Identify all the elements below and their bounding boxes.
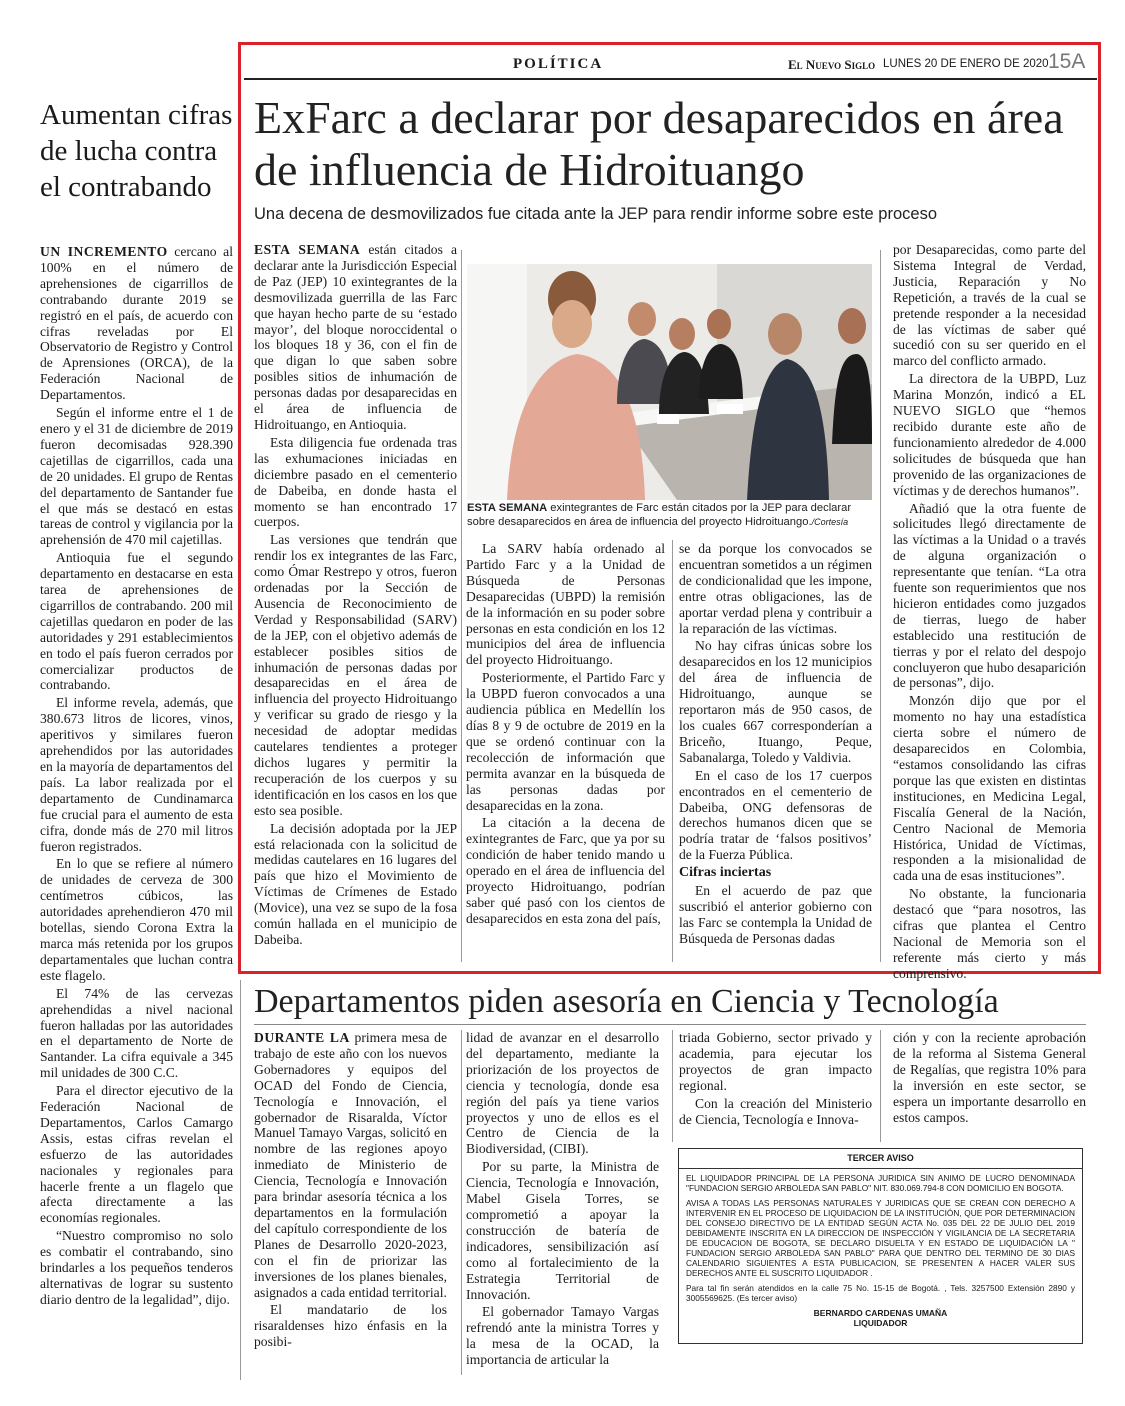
sidebar-paragraph: cercano al 100% en el número de aprehensiones de cigarrillos de contrabando durante 2019 se registró en el país, de acuerdo con cifras reveladas por El Observatorio de Registro y Control de Aprensiones (ORCA), de la Federación Nacional de Departamentos. [40,244,233,403]
notice-role: LIQUIDADOR [853,1318,908,1328]
sidebar-paragraph: Para el director ejecutivo de la Federación Nacional de Departamentos, Carlos Camargo Assis, estas cifras revelan el esfuerzo de las autoridades nacionales y regionales para hacerle frente a un flagelo que afecta directamente a las economías regionales. [40,1083,233,1226]
main-paragraph: Esta diligencia fue ordenada tras las exhumaciones iniciadas en diciembre pasado en el cementerio de Dabeiba, en donde hasta el momento se han encontrado 17 cuerpos. [254,434,457,530]
notice-title: TERCER AVISO [847,1153,914,1163]
main-paragraph: La SARV había ordenado al Partido Farc y a la Unidad de Búsqueda de Personas Desaparecidas (UBPD) la remisión de la información en su poder sobre personas en esta condición en los 12 municipios del área de influencia del proyecto Hidroituango. [466,541,665,668]
notice-paragraph: EL LIQUIDADOR PRINCIPAL DE LA PERSONA JURIDICA SIN ANIMO DE LUCRO DENOMINADA "FUNDACION SERGIO ARBOLEDA SAN PABLO" NIT. 830.069.794-8 CON DOMICILIO EN BOGOTA. [686,1173,1075,1193]
main-paragraph: La directora de la UBPD, Luz Marina Monzón, indicó a EL NUEVO SIGLO que “hemos recibido durante este año de funcionamiento alrededor de 4.000 solicitudes de búsqueda que han provenido de las organizaciones de víctimas y de derechos humanos”. [893,371,1086,498]
column-divider [880,250,881,962]
second-col-3 [679,1030,872,1129]
main-headline: ExFarc a declarar por desaparecidos en área de influencia de Hidroituango [254,92,1064,195]
sidebar-paragraph: “Nuestro compromiso no solo es combatir el contrabando, sino brindarles a los pequeños tenderos alternativas de lograr su sustento diario dentro de la legalidad”, dijo. [40,1228,233,1307]
photo-credit: /Cortesía [811,516,849,527]
meeting-photo-illustration [467,264,872,500]
legal-notice [678,1148,1083,1344]
column-divider [672,1030,673,1142]
newspaper-name: El Nuevo Siglo [788,57,876,72]
sidebar-paragraph: Según el informe entre el 1 de enero y el 31 de diciembre de 2019 fueron decomisadas 928.390 cajetillas de cigarrillos, cada una de 20 unidades. El grupo de Rentas del departamento de Santander fue el que más se destacó en estas tareas de control y vigilancia por la aprehensión de 470 mil cajetillas. [40,405,233,548]
second-paragraph: primera mesa de trabajo de este año con los nuevos Gobernadores y equipos del OCAD del Fondo de Ciencia, Tecnología e Innovación, el gobernador de Risaralda, Víctor Manuel Tamayo Vargas, solicitó en nombre de las regiones apoyo inmediato de Ministerio de Ciencia, Tecnología e Innovación para brindar asesoría técnica a los departamentos en la formulación del capítulo correspondiente de los Planes de Desarrollo 2020-2023, con el fin de priorizar las inversiones de los planes bienales, asignados a cada entidad territorial. [254,1030,447,1300]
notice-paragraph: Para tal fin serán atendidos en la calle 75 No. 15-15 de Bogotá. , Tels. 3257500 Extensión 2890 y 3005569625. (Es tercer aviso) [686,1283,1075,1303]
section-label: POLÍTICA [513,56,604,72]
column-divider [461,1030,462,1375]
main-paragraph: No hay cifras únicas sobre los desaparecidos en los 12 municipios del área de influencia de Hidroituango, aunque se reportaron más de 950 casos, de los cuales 667 corresponderían a Briceño, Ituango, Peque, Sabanalarga, Toledo y Valdivia. [679,638,872,765]
second-col-2 [466,1030,659,1370]
column-divider [672,540,673,962]
sidebar-title: Aumentan cifras de lucha contra el contrabando [40,99,233,203]
issue-date: LUNES 20 DE ENERO DE 2020 [883,58,1049,70]
sidebar-paragraph: En lo que se refiere al número de unidades de cerveza de 300 centímetros cúbicos, las autoridades aprehendieron 470 mil botellas, siendo Corona Extra la marca más retenida por los grupos departamentales que luchan contra este flagelo. [40,856,233,983]
main-paragraph: En el caso de los 17 cuerpos encontrados en el cementerio de Dabeiba, ONG defensoras de derechos humanos dicen que se podría tratar de ‘falsos positivos’ de la Fuerza Pública. [679,767,872,863]
second-paragraph: Con la creación del Ministerio de Ciencia, Tecnología e Innova- [679,1095,872,1127]
caption-lead: ESTA SEMANA [467,502,548,514]
sidebar-body [40,244,233,1310]
notice-signature: BERNARDO CARDENAS UMAÑA [813,1308,948,1318]
main-col-2 [466,541,665,929]
main-paragraph: La decisión adoptada por la JEP está relacionada con la solicitud de medidas cautelares en 16 lugares del país que hizo el Movimiento de Víctimas de Crímenes de Estado (Movice), una vez se supo de la fosa común hallada en el municipio de Dabeiba. [254,820,457,947]
main-paragraph: Posteriormente, el Partido Farc y la UBPD fueron convocados a una audiencia pública en Medellín los días 8 y 9 de octubre de 2019 en la que se ordenó continuar con la recolección de información que permita avanzar en la búsqueda de las personas dadas por desaparecidas en la zona. [466,670,665,813]
main-col-1 [254,242,457,950]
main-paragraph: No obstante, la funcionaria destacó que “para nosotros, las cifras que plantea el Centro Nacional de Memoria son el referente más cierto y más comprensivo. [893,886,1086,981]
main-paragraph: Añadió que la otra fuente de solicitudes llegó directamente de las víctimas a la Unidad o a través de alguna organización o representante que tenían. “La otra fuente son requerimientos que nos hicieron entidades como juzgados de tierras, luego de haber establecido una restitución de tierras y por el relato del despojo concluyeron que hubo desaparición de personas”, dijo. [893,500,1086,691]
main-col-4 [893,242,1086,984]
main-subtitle: Una decena de desmovilizados fue citada ante la JEP para rendir informe sobre este proceso [254,205,938,223]
second-paragraph: El gobernador Tamayo Vargas refrendó ante la ministra Torres y la mesa de la OCAD, la importancia de articular la [466,1304,659,1368]
main-paragraph: En el acuerdo de paz que suscribió el anterior gobierno con las Farc se contempla la Unidad de Búsqueda de Personas dadas [679,883,872,946]
main-paragraph: Monzón dijo que por el momento no hay una estadística cierta sobre el número de desaparecidos en Colombia, “estamos consolidando las cifras porque las que existen en distintas instituciones, en Medicina Legal, Fiscalía General de la Nación, Centro Nacional de Memoria Histórica, Unidad de Víctimas, responden a la misionalidad de cada una de esas instituciones”. [893,693,1086,884]
main-paragraph: La citación a la decena de exintegrantes de Farc, que ya por su condición de haber tenido mando u operado en el área de influencia del proyecto Hidroituango, podrían saber qué pasó con los cientos de desaparecidos en esta zona del país, [466,815,665,926]
subheading: Cifras inciertas [679,865,772,881]
column-divider [461,250,462,962]
second-paragraph: El mandatario de los risaraldenses hizo énfasis en la posibi- [254,1302,447,1350]
caption-text: exintegrantes de Farc están citados por la JEP para declarar sobre desaparecidos en área de influencia del proyecto Hidroituango. [467,502,852,528]
photo-caption [467,502,872,529]
sidebar-divider [240,980,241,1380]
second-paragraph: ción y con la reciente aprobación de la reforma al Sistema General de Regalías, que registra 10% para la inversión en este sector, se espera un importante desarrollo en estos campos. [893,1030,1086,1125]
second-col-1 [254,1030,447,1352]
sidebar-paragraph: El 74% de las cervezas aprehendidas a nivel nacional fueron halladas por las autoridades en el departamento de Norte de Santander. La cifra equivale a 345 mil unidades de 300 C.C. [40,985,233,1081]
second-rule [254,1024,1086,1025]
main-paragraph: se da porque los convocados se encuentran sometidos a un régimen de condicionalidad que les impone, entre otras obligaciones, las de aportar verdad plena y contribuir a la reparación de las víctimas. [679,541,872,636]
main-paragraph: por Desaparecidas, como parte del Sistema Integral de Verdad, Justicia, Reparación y No Repetición, a través de la cual se pretende responder a la necesidad de las víctimas de saber qué sucedió con su ser querido en el marco del conflicto armado. [893,242,1086,369]
page-number: 15A [1048,50,1086,73]
second-headline: Departamentos piden asesoría en Ciencia y Tecnología [254,983,999,1020]
second-col-4 [893,1030,1086,1127]
main-col-3 [679,541,872,949]
second-paragraph: triada Gobierno, sector privado y academia, para ejecutar los proyectos de gran impacto regional. [679,1030,872,1093]
main-paragraph: están citados a declarar ante la Jurisdicción Especial de Paz (JEP) 10 exintegrantes de la desmovilizada guerrilla de las Farc que hayan hecho parte de su ‘estado mayor’, del bloque noroccidental o los bloques 18 y 36, con el fin de que digan lo que saben sobre posibles sitios de inhumación de personas dadas por desaparecidas en el área de influencia de Hidroituango, en Antioquia. [254,242,457,432]
second-paragraph: lidad de avanzar en el desarrollo del departamento, mediante la priorización de los proyectos de ciencia y tecnología, donde esa región del país ya tiene varios proyectos y uno de ellos es el Centro de Ciencia de la Biodiversidad, (CIBI). [466,1030,659,1157]
second-lead: DURANTE LA [254,1030,350,1045]
main-paragraph: Las versiones que tendrán que rendir los ex integrantes de las Farc, como Ómar Restrepo y otros, fueron ordenadas por la Sección de Ausencia de Reconocimiento de Verdad y Responsabilidad (SARV) de la JEP, con el objetivo además de establecer posibles sitios de inhumación de personas dadas por desaparecidas en el área de influencia del proyecto Hidroituango y verificar su grado de riesgo y la necesidad de adoptar medidas cautelares tendientes a proteger dichos lugares y permitir la recuperación de los cuerpos y su identificación en los casos en los que esto sea posible. [254,532,457,818]
header-rule [244,78,1097,80]
main-lead: ESTA SEMANA [254,242,361,257]
sidebar-paragraph: Antioquia fue el segundo departamento en destacarse en esta tarea de aprehensiones de cigarrillos de contrabando. 200 mil cajetillas quedaron en poder de las autoridades y 291 establecimientos en todo el país fueron cerrados por comercializar productos de contrabando. [40,550,233,693]
notice-paragraph: AVISA A TODAS LAS PERSONAS NATURALES Y JURIDICAS QUE SE CREAN CON DERECHO A INTERVENIR EN EL PROCESO DE LIQUIDACION DE LA INSTITUCIÓN, QUE POR DETERMINACION DEL CONSEJO DIRECTIVO DE LA ENTIDAD SEGÚN ACTA No. 035 DEL 22 DE JULIO DEL 2019 DEBIDAMENTE INSCRITA EN LA DIRECCION DE INSPECCIÓN Y VIGILANCIA DE LA SECRETARIA DE EDUCACION DE BOGOTA, SE DECLARO DISUELTA Y EN ESTADO DE LIQUIDACIÓN LA " FUNDACION SERGIO ARBOLEDA SAN PABLO" PARA QUE DENTRO DEL TERMINO DE 30 DIAS CALENDARIO SIGUIENTES A ESTA PUBLICACION, SE PRESENTEN A HACER VALER SUS DERECHOS ANTE EL SUSCRITO LIQUIDADOR . [686,1198,1075,1278]
second-paragraph: Por su parte, la Ministra de Ciencia, Tecnología e Innovación, Mabel Gisela Torres, se comprometió a apoyar la construcción de batería de indicadores, sensibilización así como al fortalecimiento de la Estrategia Territorial de Innovación. [466,1159,659,1302]
article-photo [467,264,872,500]
column-divider [880,1030,881,1142]
sidebar-paragraph: El informe revela, además, que 380.673 litros de licores, vinos, aperitivos y similares fueron aprehendidos por las autoridades en la mayoría de departamentos del país. La labor realizada por el departamento de Cundinamarca fue crucial para el aumento de esta cifra, donde más de 270 mil litros fueron registrados. [40,695,233,854]
sidebar-lead: UN INCREMENTO [40,244,168,259]
